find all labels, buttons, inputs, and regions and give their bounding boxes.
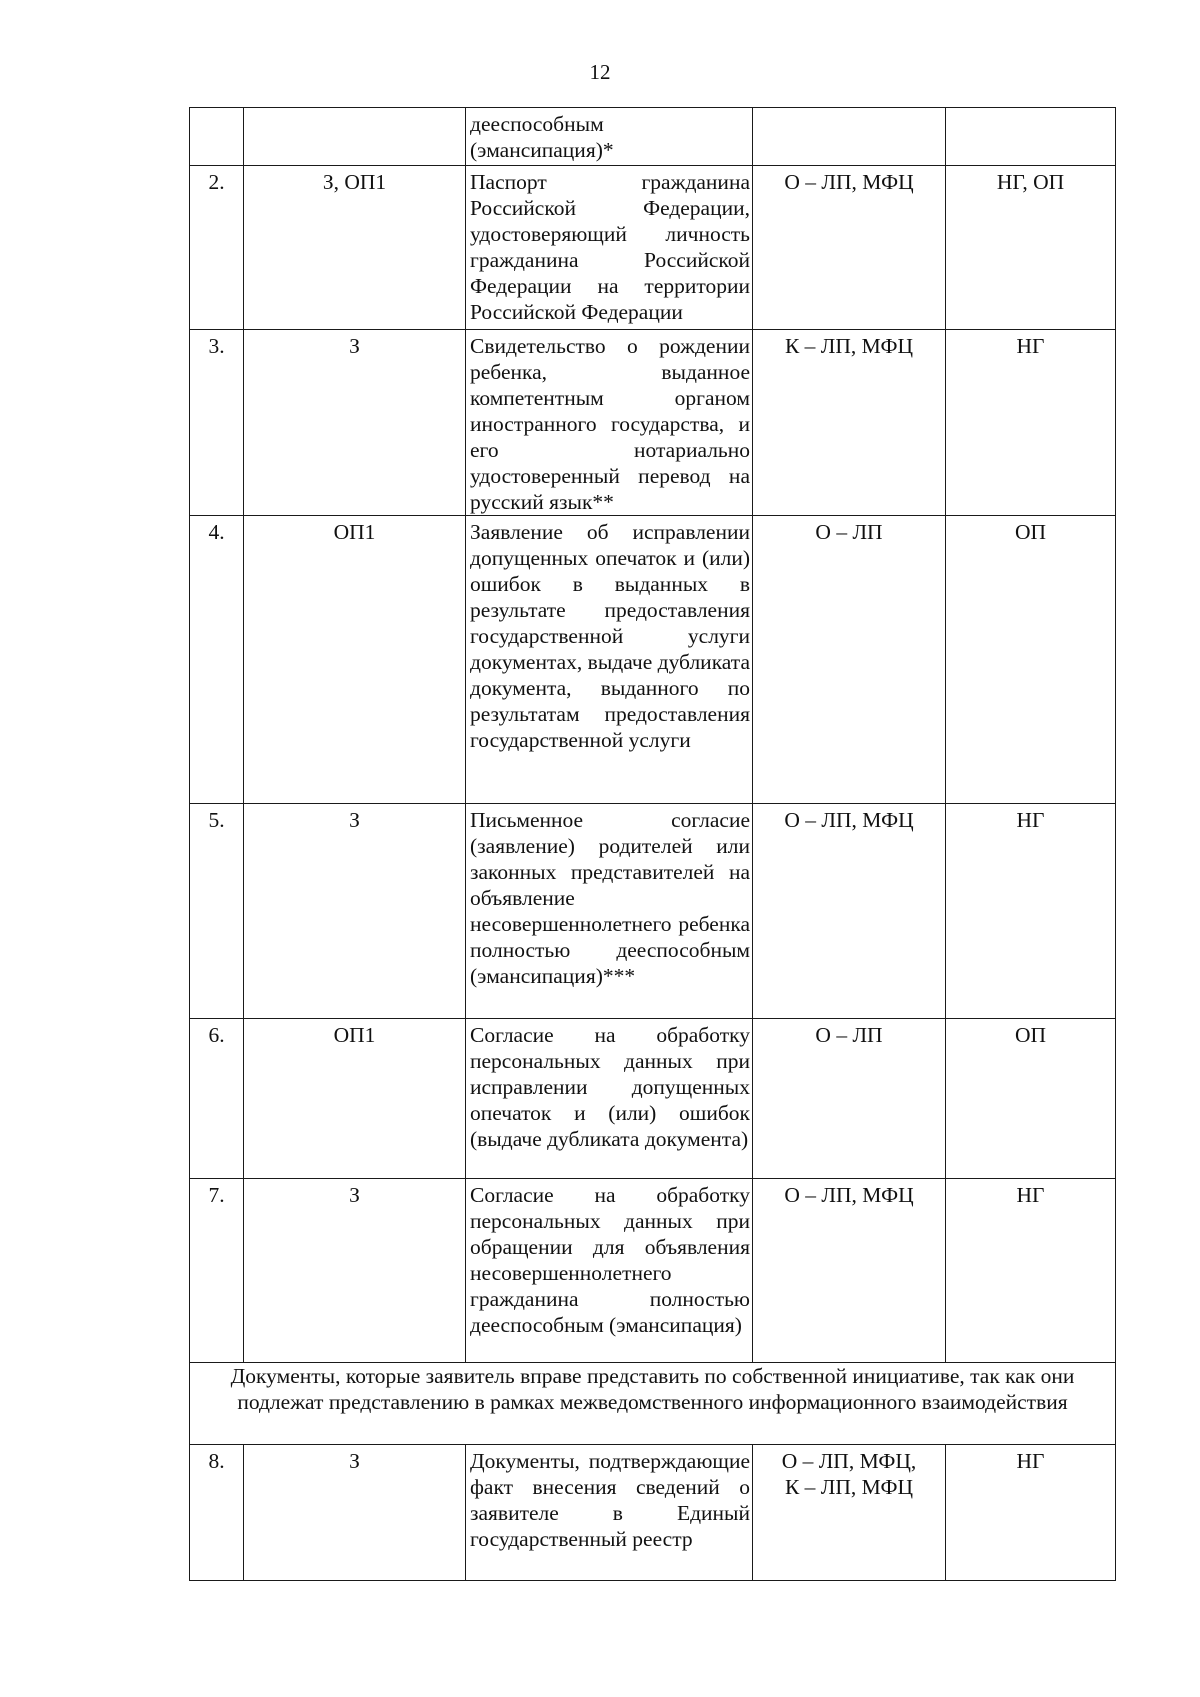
section-heading: Документы, которые заявитель вправе представить по собственной инициативе, так как они подлежат представлению в рамках межведомственного информационного взаимодействия	[190, 1363, 1116, 1445]
submission-form	[753, 1445, 946, 1581]
row-number: 7.	[190, 1179, 244, 1363]
document-source: НГ, ОП	[946, 166, 1116, 330]
document-name: Письменное согласие (заявление) родителей или законных представителей на объявление несовершеннолетнего ребенка полностью дееспособным (эмансипация)***	[466, 804, 753, 1019]
applicant-category: ОП1	[244, 516, 466, 804]
section-heading-row	[190, 1363, 1116, 1445]
table-row	[190, 108, 1116, 166]
documents-table	[189, 107, 1116, 1581]
row-number: 3.	[190, 330, 244, 516]
table-row	[190, 516, 1116, 804]
document-source: ОП	[946, 516, 1116, 804]
submission-form: О – ЛП, МФЦ	[753, 804, 946, 1019]
row-number: 2.	[190, 166, 244, 330]
row-number: 6.	[190, 1019, 244, 1179]
row-number: 8.	[190, 1445, 244, 1581]
applicant-category: З	[244, 1179, 466, 1363]
document-source: ОП	[946, 1019, 1116, 1179]
table-row	[190, 1445, 1116, 1581]
document-name: Свидетельство о рождении ребенка, выданное компетентным органом иностранного государства, и его нотариально удостоверенный перевод на русский язык**	[466, 330, 753, 516]
submission-form-line: К – ЛП, МФЦ	[784, 1475, 914, 1499]
document-source: НГ	[946, 1445, 1116, 1581]
document-name: Согласие на обработку персональных данных при обращении для объявления несовершеннолетнего гражданина полностью дееспособным (эмансипация)	[466, 1179, 753, 1363]
table-row	[190, 166, 1116, 330]
document-name: дееспособным (эмансипация)*	[466, 108, 753, 166]
document-source: НГ	[946, 1179, 1116, 1363]
submission-form	[753, 108, 946, 166]
submission-form-line: О – ЛП, МФЦ,	[781, 1449, 917, 1473]
row-number: 4.	[190, 516, 244, 804]
applicant-category: З	[244, 330, 466, 516]
document-source: НГ	[946, 330, 1116, 516]
document-name: Паспорт гражданина Российской Федерации, удостоверяющий личность гражданина Российской Федерации на территории Российской Федерации	[466, 166, 753, 330]
applicant-category: З	[244, 804, 466, 1019]
submission-form: О – ЛП, МФЦ	[753, 1179, 946, 1363]
document-name: Заявление об исправлении допущенных опечаток и (или) ошибок в выданных в результате предоставления государственной услуги документах, выдаче дубликата документа, выданного по результатам предоставления государственной услуги	[466, 516, 753, 804]
table-row	[190, 1179, 1116, 1363]
document-name: Согласие на обработку персональных данных при исправлении допущенных опечаток и (или) ошибок (выдаче дубликата документа)	[466, 1019, 753, 1179]
table-row	[190, 1019, 1116, 1179]
document-name: Документы, подтверждающие факт внесения сведений о заявителе в Единый государственный реестр	[466, 1445, 753, 1581]
row-number	[190, 108, 244, 166]
applicant-category: ОП1	[244, 1019, 466, 1179]
applicant-category: З, ОП1	[244, 166, 466, 330]
applicant-category: З	[244, 1445, 466, 1581]
document-source	[946, 108, 1116, 166]
applicant-category	[244, 108, 466, 166]
document-source: НГ	[946, 804, 1116, 1019]
submission-form: О – ЛП	[753, 516, 946, 804]
row-number: 5.	[190, 804, 244, 1019]
submission-form: О – ЛП, МФЦ	[753, 166, 946, 330]
table-row	[190, 330, 1116, 516]
table-row	[190, 804, 1116, 1019]
page-number: 12	[589, 60, 611, 84]
submission-form: К – ЛП, МФЦ	[753, 330, 946, 516]
submission-form: О – ЛП	[753, 1019, 946, 1179]
